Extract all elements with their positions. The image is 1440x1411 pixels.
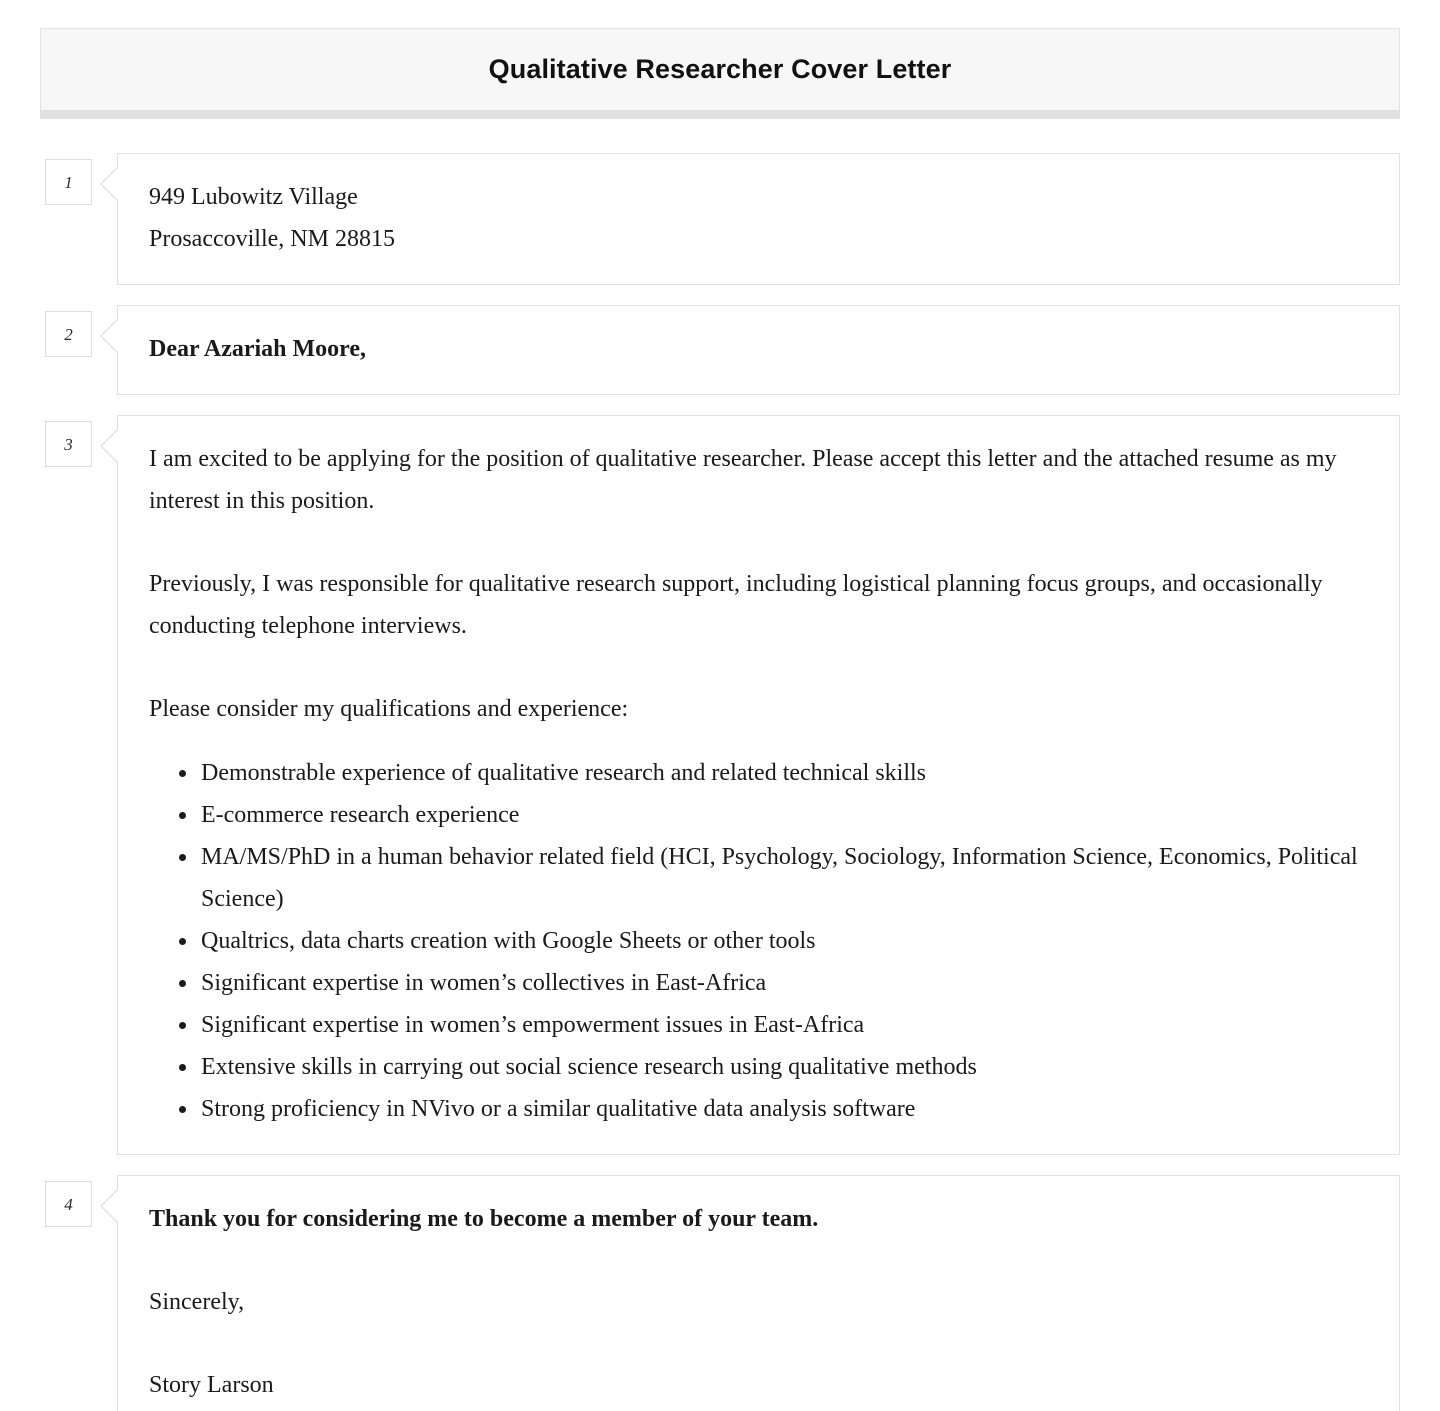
body-paragraph-3: Please consider my qualifications and experience:	[149, 696, 629, 722]
block-number-badge[interactable]: 2	[45, 311, 92, 357]
qualifications-list	[149, 752, 1371, 1130]
body-paragraph-1: I am excited to be applying for the position of qualitative researcher. Please accept this letter and the attached resume as my interest in this position.	[149, 446, 1337, 514]
block-number-badge[interactable]: 3	[45, 421, 92, 467]
list-item: • Extensive skills in carrying out social science research using qualitative methods	[199, 1046, 1371, 1088]
document-header	[40, 28, 1400, 110]
block-number-badge[interactable]: 4	[45, 1181, 92, 1227]
address-line-1: 949 Lubowitz Village	[149, 184, 358, 210]
block-content-salutation[interactable]	[117, 305, 1400, 395]
body-paragraph-2: Previously, I was responsible for qualitative research support, including logistical planning focus groups, and occasionally conducting telephone interviews.	[149, 571, 1323, 639]
list-item: • Qualtrics, data charts creation with Google Sheets or other tools	[199, 920, 1371, 962]
list-item: • MA/MS/PhD in a human behavior related field (HCI, Psychology, Sociology, Information Science, Economics, Political Science)	[199, 836, 1371, 920]
letter-block-3	[40, 415, 1400, 1155]
block-number-badge[interactable]: 1	[45, 159, 92, 205]
block-content-body[interactable]	[117, 415, 1400, 1155]
letter-block-2	[40, 305, 1400, 395]
closing-thanks: Thank you for considering me to become a member of your team.	[149, 1206, 819, 1232]
closing-signoff: Sincerely,	[149, 1289, 245, 1315]
list-item: • E-commerce research experience	[199, 794, 1371, 836]
block-content-address[interactable]	[117, 153, 1400, 285]
letter-blocks	[0, 153, 1440, 1411]
block-content-closing[interactable]	[117, 1175, 1400, 1411]
list-item: • Significant expertise in women’s collectives in East-Africa	[199, 962, 1371, 1004]
letter-block-4	[40, 1175, 1400, 1411]
address-line-2: Prosaccoville, NM 28815	[149, 226, 395, 252]
list-item: • Significant expertise in women’s empowerment issues in East-Africa	[199, 1004, 1371, 1046]
header-divider	[40, 110, 1400, 119]
page-title: Qualitative Researcher Cover Letter	[488, 54, 952, 84]
list-item: • Strong proficiency in NVivo or a similar qualitative data analysis software	[199, 1088, 1371, 1130]
salutation-text: Dear Azariah Moore,	[149, 336, 367, 362]
list-item: • Demonstrable experience of qualitative research and related technical skills	[199, 752, 1371, 794]
closing-signature: Story Larson	[149, 1372, 274, 1398]
letter-block-1	[40, 153, 1400, 285]
